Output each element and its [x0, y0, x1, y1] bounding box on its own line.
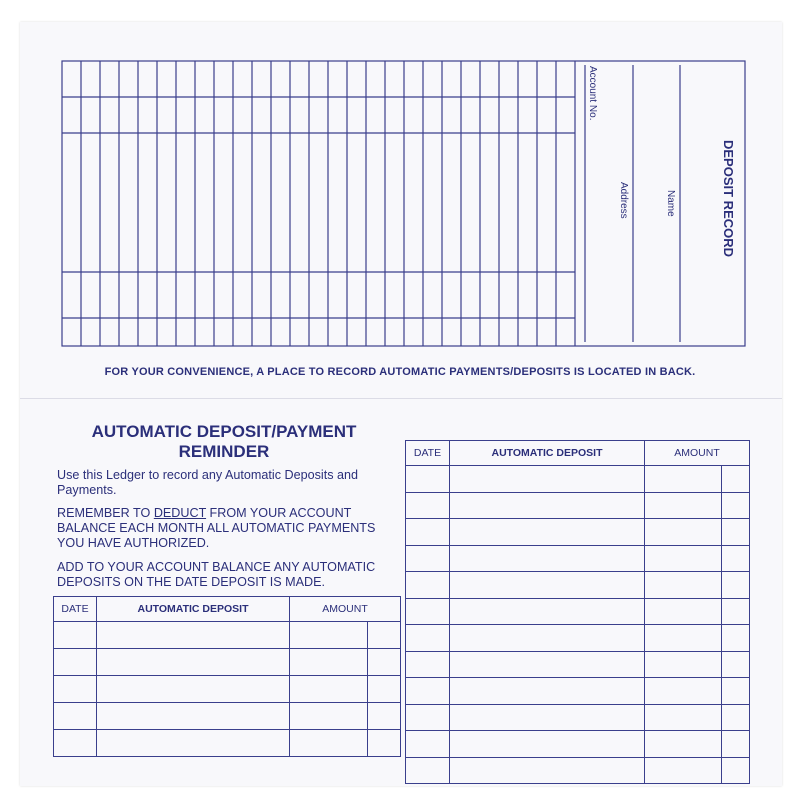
ledger-left: [53, 596, 401, 757]
amount-dollars-cell[interactable]: [645, 598, 722, 625]
amount-dollars-cell[interactable]: [645, 519, 722, 546]
deposit-cell[interactable]: [450, 598, 645, 625]
deduct-word: DEDUCT: [153, 506, 207, 520]
date-cell[interactable]: [406, 492, 450, 519]
name-label: Name: [665, 190, 676, 217]
ledger-row[interactable]: [54, 622, 401, 649]
date-column-header: DATE: [54, 597, 97, 622]
amount-column-header: AMOUNT: [645, 441, 750, 466]
deposit-record-grid: [0, 0, 800, 360]
date-cell[interactable]: [406, 704, 450, 731]
reminder-intro: Use this Ledger to record any Automatic Deposits and Payments.: [57, 468, 359, 497]
deposit-cell[interactable]: [97, 730, 290, 757]
deposit-cell[interactable]: [450, 492, 645, 519]
amount-dollars-cell[interactable]: [645, 651, 722, 678]
date-column-header: DATE: [406, 441, 450, 466]
amount-cents-cell[interactable]: [367, 622, 400, 649]
date-cell[interactable]: [406, 519, 450, 546]
amount-dollars-cell[interactable]: [645, 757, 722, 784]
amount-cents-cell[interactable]: [722, 651, 750, 678]
amount-cents-cell[interactable]: [722, 704, 750, 731]
automatic-deposit-column-header: AUTOMATIC DEPOSIT: [97, 597, 290, 622]
amount-cents-cell[interactable]: [722, 731, 750, 758]
amount-dollars-cell[interactable]: [645, 572, 722, 599]
deposit-cell[interactable]: [450, 545, 645, 572]
ledger-row[interactable]: [406, 598, 750, 625]
ledger-row[interactable]: [406, 704, 750, 731]
amount-cents-cell[interactable]: [722, 519, 750, 546]
amount-cents-cell[interactable]: [722, 678, 750, 705]
ledger-row[interactable]: [406, 625, 750, 652]
deposit-cell[interactable]: [450, 678, 645, 705]
deposit-cell[interactable]: [97, 649, 290, 676]
amount-cents-cell[interactable]: [367, 649, 400, 676]
deposit-cell[interactable]: [97, 676, 290, 703]
ledger-row[interactable]: [406, 492, 750, 519]
amount-dollars-cell[interactable]: [645, 678, 722, 705]
amount-dollars-cell[interactable]: [290, 730, 368, 757]
date-cell[interactable]: [406, 625, 450, 652]
date-cell[interactable]: [406, 731, 450, 758]
ledger-row[interactable]: [406, 466, 750, 493]
convenience-notice: FOR YOUR CONVENIENCE, A PLACE TO RECORD AUTOMATIC PAYMENTS/DEPOSITS IS LOCATED IN BACK.: [104, 366, 696, 378]
date-cell[interactable]: [406, 466, 450, 493]
ledger-row[interactable]: [406, 731, 750, 758]
deposit-cell[interactable]: [450, 704, 645, 731]
deposit-cell[interactable]: [450, 731, 645, 758]
deposit-cell[interactable]: [450, 757, 645, 784]
deposit-cell[interactable]: [450, 651, 645, 678]
reminder-add-text: ADD TO YOUR ACCOUNT BALANCE ANY AUTOMATIC DEPOSITS ON THE DATE DEPOSIT IS MADE.: [57, 560, 376, 589]
address-label: Address: [618, 182, 629, 219]
amount-dollars-cell[interactable]: [645, 466, 722, 493]
reminder-title: AUTOMATIC DEPOSIT/PAYMENT REMINDER: [91, 422, 357, 461]
ledger-row[interactable]: [406, 572, 750, 599]
ledger-row[interactable]: [406, 678, 750, 705]
amount-cents-cell[interactable]: [722, 757, 750, 784]
amount-dollars-cell[interactable]: [645, 545, 722, 572]
fold-line: [20, 398, 782, 399]
amount-dollars-cell[interactable]: [645, 704, 722, 731]
deposit-cell[interactable]: [450, 466, 645, 493]
ledger-row[interactable]: [54, 649, 401, 676]
amount-cents-cell[interactable]: [722, 625, 750, 652]
amount-cents-cell[interactable]: [722, 545, 750, 572]
amount-dollars-cell[interactable]: [645, 731, 722, 758]
deposit-cell[interactable]: [97, 703, 290, 730]
date-cell[interactable]: [406, 678, 450, 705]
amount-cents-cell[interactable]: [367, 730, 400, 757]
ledger-row[interactable]: [406, 651, 750, 678]
account-number-label: Account No.: [587, 66, 598, 121]
ledger-row[interactable]: [54, 703, 401, 730]
ledger-row[interactable]: [54, 676, 401, 703]
amount-cents-cell[interactable]: [722, 466, 750, 493]
date-cell[interactable]: [54, 622, 97, 649]
date-cell[interactable]: [406, 757, 450, 784]
date-cell[interactable]: [406, 598, 450, 625]
amount-cents-cell[interactable]: [367, 703, 400, 730]
amount-cents-cell[interactable]: [367, 676, 400, 703]
amount-cents-cell[interactable]: [722, 572, 750, 599]
amount-dollars-cell[interactable]: [645, 625, 722, 652]
amount-dollars-cell[interactable]: [290, 676, 368, 703]
date-cell[interactable]: [54, 703, 97, 730]
ledger-row[interactable]: [406, 545, 750, 572]
date-cell[interactable]: [406, 651, 450, 678]
deposit-cell[interactable]: [450, 519, 645, 546]
automatic-deposit-column-header: AUTOMATIC DEPOSIT: [450, 441, 645, 466]
date-cell[interactable]: [54, 676, 97, 703]
amount-dollars-cell[interactable]: [290, 649, 368, 676]
deposit-cell[interactable]: [97, 622, 290, 649]
amount-dollars-cell[interactable]: [290, 622, 368, 649]
deposit-record-title: DEPOSIT RECORD: [721, 140, 736, 258]
deposit-cell[interactable]: [450, 572, 645, 599]
ledger-row[interactable]: [54, 730, 401, 757]
reminder-deduct-text: REMEMBER TO DEDUCT FROM YOUR ACCOUNT BALANCE EACH MONTH ALL AUTOMATIC PAYMENTS YOU HAVE AUTHORIZED.: [57, 506, 376, 550]
ledger-row[interactable]: [406, 519, 750, 546]
ledger-right: [405, 440, 750, 784]
amount-cents-cell[interactable]: [722, 492, 750, 519]
date-cell[interactable]: [406, 545, 450, 572]
date-cell[interactable]: [54, 730, 97, 757]
amount-dollars-cell[interactable]: [290, 703, 368, 730]
amount-column-header: AMOUNT: [290, 597, 401, 622]
date-cell[interactable]: [406, 572, 450, 599]
ledger-row[interactable]: [406, 757, 750, 784]
amount-dollars-cell[interactable]: [645, 492, 722, 519]
deposit-cell[interactable]: [450, 625, 645, 652]
amount-cents-cell[interactable]: [722, 598, 750, 625]
date-cell[interactable]: [54, 649, 97, 676]
